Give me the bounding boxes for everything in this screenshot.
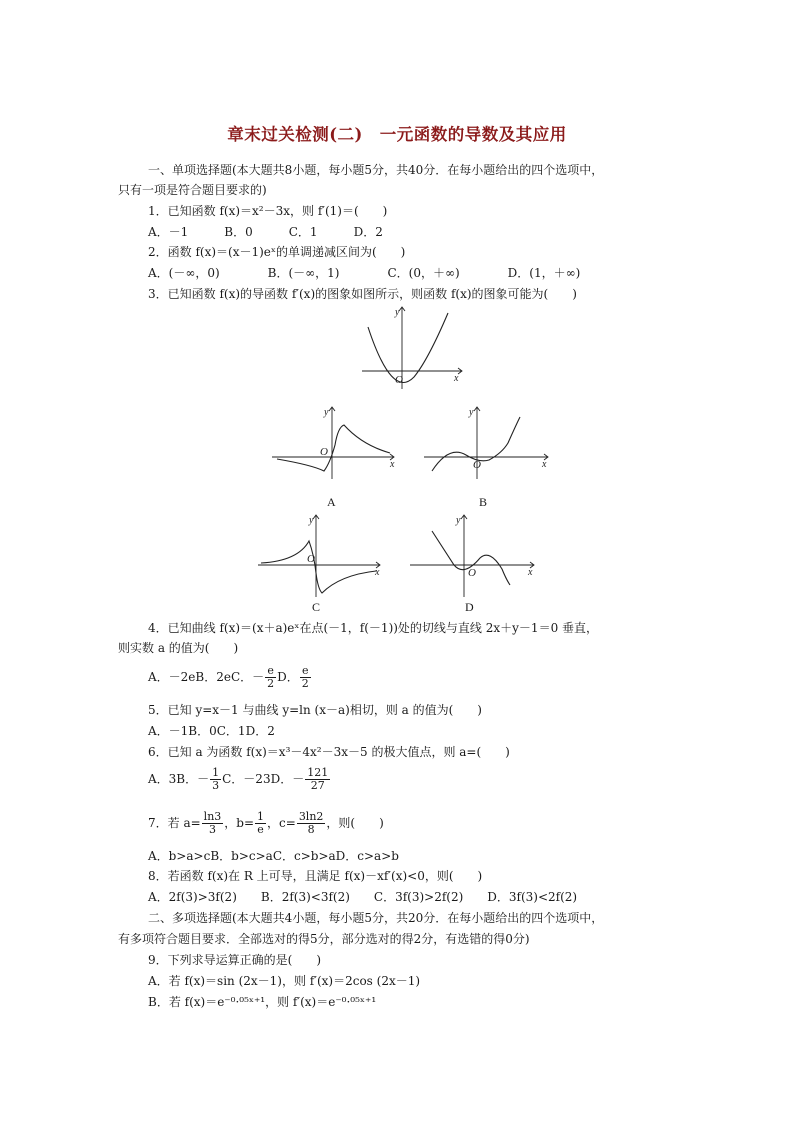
q4-option-abc: A．－2eB．2eC．－ [148, 670, 265, 684]
q6-stem: 6．已知 a 为函数 f(x)＝x³－4x²－3x－5 的极大值点，则 a=( ) [148, 745, 510, 759]
origin-label: O [473, 459, 481, 471]
section2-line2: 有多项符合题目要求．全部选对的得5分，部分选对的得2分，有选错的得0分) [118, 932, 530, 946]
frac-numerator: 3ln2 [298, 810, 324, 823]
frac-numerator: 121 [307, 766, 329, 779]
frac-denominator: 2 [267, 677, 275, 690]
graph-b-caption: B [479, 495, 488, 509]
frac-numerator: 1 [257, 810, 265, 823]
origin-label: O [307, 553, 315, 565]
frac-numerator: ln3 [203, 810, 222, 823]
q1-stem: 1．已知函数 f(x)＝x²－3x，则 f′(1)＝( ) [148, 204, 388, 218]
section1-line1: 一、单项选择题(本大题共8小题，每小题5分，共40分．在每小题给出的四个选项中， [148, 163, 604, 177]
axis-y-label: y [469, 407, 474, 418]
q7-post: ，则( ) [326, 816, 384, 830]
q7-mid2: ，c= [267, 816, 296, 830]
graph-c-caption: C [312, 600, 321, 614]
q9-stem: 9．下列求导运算正确的是( ) [148, 953, 321, 967]
q4-frac-c [265, 665, 276, 690]
graph-d-caption: D [465, 600, 474, 614]
graph-a [272, 405, 402, 480]
q6-option-ab: A．3B．－ [148, 772, 210, 786]
origin-label: O [468, 567, 476, 579]
section1-line2: 只有一项是符合题目要求的) [118, 183, 267, 197]
q8-stem: 8．若函数 f(x)在 R 上可导，且满足 f(x)－xf′(x)<0，则( ) [148, 869, 483, 883]
graph-b [424, 405, 554, 480]
q5-options: A．－1B．0C．1D．2 [148, 724, 275, 738]
origin-label: O [395, 374, 403, 386]
axis-x-label: x [454, 373, 459, 384]
q7-pre: 7．若 a= [148, 816, 201, 830]
q9-option-a: A．若 f(x)＝sin (2x－1)，则 f′(x)＝2cos (2x－1) [148, 974, 421, 988]
axis-y-label: y [324, 407, 329, 418]
q9-option-b: B．若 f(x)＝e⁻⁰·⁰⁵ˣ⁺¹，则 f′(x)＝e⁻⁰·⁰⁵ˣ⁺¹ [148, 995, 377, 1009]
frac-denominator: 2 [301, 677, 309, 690]
graph-a-caption: A [327, 495, 336, 509]
frac-denominator: e [257, 823, 264, 836]
origin-label: O [320, 446, 328, 458]
frac-denominator: 3 [208, 823, 216, 836]
q2-options: A．(－∞，0) B．(－∞，1) C．(0，＋∞) D．(1，＋∞) [148, 266, 581, 280]
q4-frac-d [300, 665, 311, 690]
q7-mid1: ，b= [224, 816, 255, 830]
frac-denominator: 8 [307, 823, 315, 836]
q7-frac-c [297, 811, 326, 836]
axis-x-label: x [390, 459, 395, 470]
q2-stem: 2．函数 f(x)＝(x－1)eˣ的单调递减区间为( ) [148, 245, 406, 259]
page-title: 章末过关检测(二) 一元函数的导数及其应用 [227, 125, 567, 144]
frac-denominator: 3 [212, 779, 220, 792]
q4-option-d: D． [277, 670, 299, 684]
graph-c [258, 513, 388, 598]
q4-options [148, 663, 312, 691]
q6-frac-d [305, 767, 330, 792]
frac-numerator: e [300, 665, 311, 678]
q8-options: A．2f(3)>3f(2) B．2f(3)<3f(2) C．3f(3)>2f(2) D．3f(3)<2f(2) [148, 890, 578, 904]
axis-y-label: y [395, 307, 400, 318]
q5-stem: 5．已知 y=x－1 与曲线 y=ln (x－a)相切，则 a 的值为( ) [148, 703, 482, 717]
q7-frac-a [202, 811, 224, 836]
q6-options [148, 765, 331, 793]
q4-stem-line1: 4．已知曲线 f(x)＝(x＋a)eˣ在点(－1，f(－1))处的切线与直线 2x＋y－1＝0 垂直， [148, 621, 599, 635]
frac-numerator: e [265, 665, 276, 678]
axis-x-label: x [375, 567, 380, 578]
q7-options: A．b>a>cB．b>c>aC．c>b>aD．c>a>b [148, 849, 399, 863]
q6-frac-b [210, 767, 221, 792]
section2-line1: 二、多项选择题(本大题共4小题，每小题5分，共20分．在每小题给出的四个选项中， [148, 911, 604, 925]
frac-denominator: 27 [310, 779, 325, 792]
q3-stem: 3．已知函数 f(x)的导函数 f′(x)的图象如图所示，则函数 f(x)的图象可能为( ) [148, 287, 577, 301]
axis-x-label: x [542, 459, 547, 470]
frac-numerator: 1 [212, 766, 220, 779]
derivative-graph [362, 305, 472, 390]
q1-options: A．－1 B．0 C．1 D．2 [148, 225, 383, 239]
axis-y-label: y [456, 515, 461, 526]
q7-stem [148, 808, 384, 838]
q6-option-cd: C．－23D．－ [222, 772, 305, 786]
q7-frac-b [255, 811, 266, 836]
q4-stem-line2: 则实数 a 的值为( ) [118, 641, 239, 655]
graph-d [410, 513, 540, 598]
axis-x-label: x [528, 567, 533, 578]
axis-y-label: y [309, 515, 314, 526]
